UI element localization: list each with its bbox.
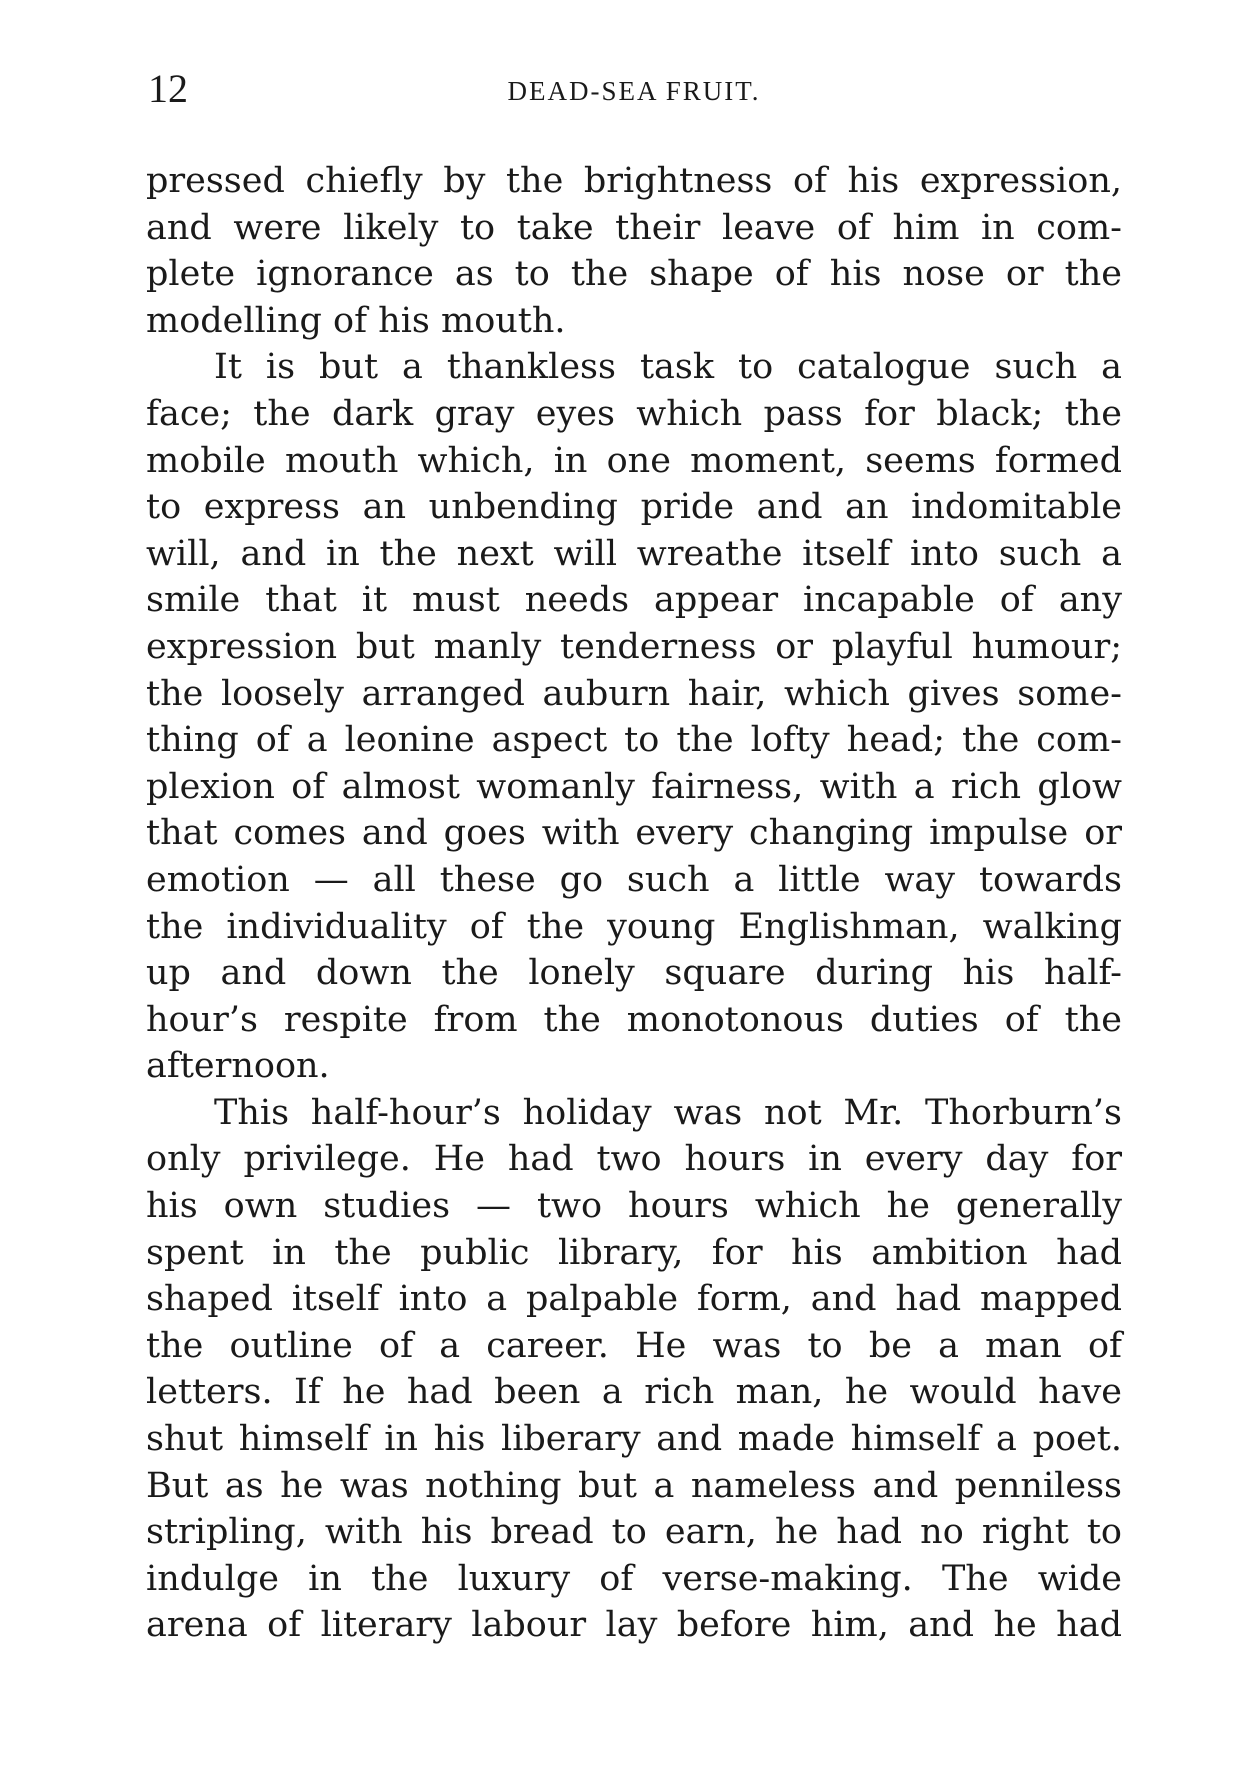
running-title: DEAD-SEA FRUIT.: [507, 76, 761, 106]
text-line: shut himself in his liberary and made himself a poet.: [146, 1419, 1122, 1460]
text-line: the loosely arranged auburn hair, which gives some-: [146, 673, 1122, 714]
paragraph-3: [146, 1090, 1122, 1649]
text-line: that comes and goes with every changing impulse or: [146, 813, 1122, 854]
text-line: plexion of almost womanly fairness, with a rich glow: [146, 766, 1122, 807]
text-line: letters. If he had been a rich man, he would have: [146, 1372, 1122, 1413]
text-line: stripling, with his bread to earn, he had no right to: [146, 1512, 1122, 1553]
text-line: spent in the public library, for his ambition had: [146, 1232, 1122, 1273]
text-line: the individuality of the young Englishman, walking: [146, 906, 1122, 947]
text-line: arena of literary labour lay before him, and he had: [146, 1605, 1122, 1646]
text-line: his own studies — two hours which he generally: [146, 1186, 1122, 1227]
text-line: smile that it must needs appear incapable of any: [146, 580, 1122, 621]
body-text: [146, 158, 1122, 1649]
text-line: emotion — all these go such a little way towards: [146, 859, 1122, 900]
text-line: indulge in the luxury of verse-making. The wide: [146, 1558, 1122, 1599]
paragraph-1: [146, 158, 1122, 344]
text-line: pressed chiefly by the brightness of his expression,: [146, 161, 1122, 201]
text-line: the outline of a career. He was to be a man of: [146, 1325, 1122, 1366]
text-line: face; the dark gray eyes which pass for black; the: [146, 393, 1122, 434]
text-line: and were likely to take their leave of him in com-: [146, 207, 1122, 248]
text-line: thing of a leonine aspect to the lofty head; the com-: [146, 720, 1122, 761]
text-line: This half-hour’s holiday was not Mr. Thorburn’s: [214, 1092, 1122, 1133]
text-line: will, and in the next will wreathe itself into such a: [146, 533, 1122, 574]
text-line: modelling of his mouth.: [146, 300, 566, 341]
running-head: [148, 64, 1120, 114]
page-number: 12: [148, 66, 188, 111]
text-line: only privilege. He had two hours in every day for: [146, 1139, 1122, 1180]
text-line: hour’s respite from the monotonous duties of the: [146, 999, 1122, 1040]
text-line: to express an unbending pride and an indomitable: [146, 487, 1122, 528]
text-line: It is but a thankless task to catalogue such a: [214, 347, 1122, 388]
text-line: shaped itself into a palpable form, and had mapped: [146, 1279, 1122, 1320]
text-line: But as he was nothing but a nameless and penniless: [146, 1465, 1122, 1506]
text-line: afternoon.: [146, 1046, 330, 1087]
paragraph-2: [146, 344, 1122, 1090]
text-line: expression but manly tenderness or playful humour;: [146, 626, 1122, 667]
text-line: mobile mouth which, in one moment, seems formed: [146, 440, 1122, 481]
text-line: plete ignorance as to the shape of his nose or the: [146, 254, 1122, 295]
text-line: up and down the lonely square during his half-: [146, 953, 1122, 994]
